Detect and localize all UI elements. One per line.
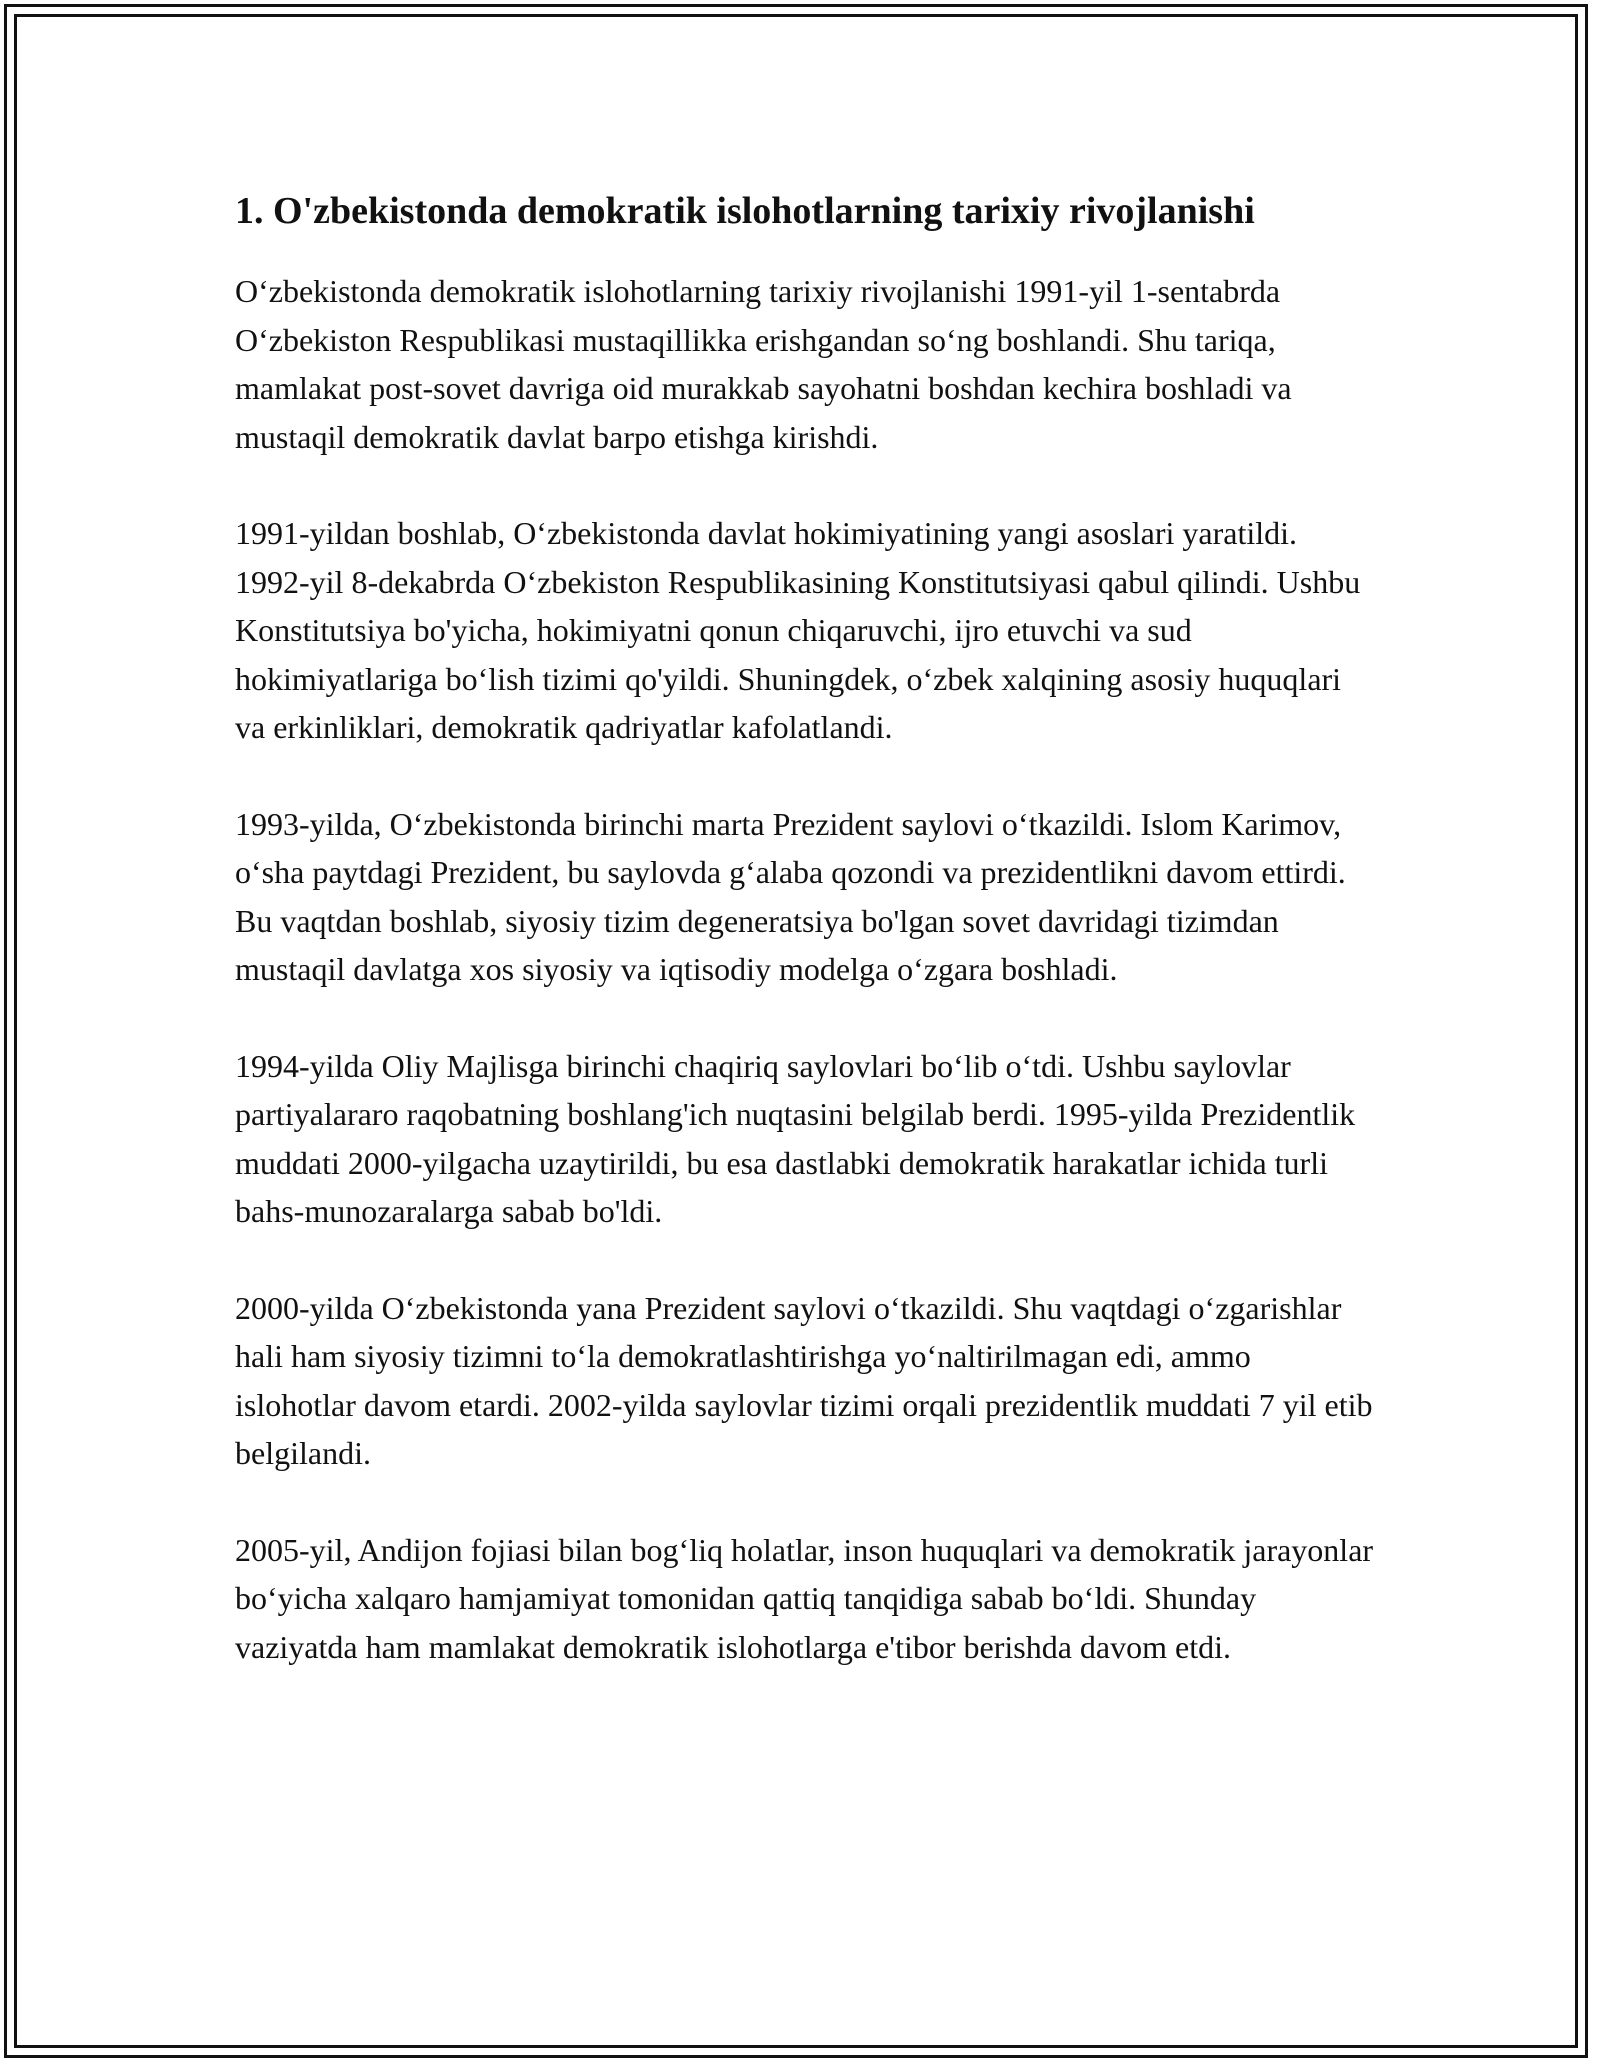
document-body bbox=[235, 185, 1375, 1719]
paragraph-independence: O‘zbekistonda demokratik islohotlarning tarixiy rivojlanishi 1991-yil 1-sentabrda O‘zbekiston Respublikasi mustaqillikka erishgandan so‘ng boshlandi. Shu tariqa, mamlakat post-sovet davriga oid murakkab sayohatni boshdan kechira boshladi va mustaqil demokratik davlat barpo etishga kirishdi. bbox=[235, 273, 1292, 455]
paragraph-2000-election: 2000-yilda O‘zbekistonda yana Prezident saylovi o‘tkazildi. Shu vaqtdagi o‘zgarishlar hali ham siyosiy tizimni to‘la demokratlashtirishga yo‘naltirilmagan edi, ammo islohotlar davom etardi. 2002-yilda saylovlar tizimi orqali prezidentlik muddati 7 yil etib belgilandi. bbox=[235, 1289, 1373, 1471]
section-title: 1. O'zbekistonda demokratik islohotlarning tarixiy rivojlanishi bbox=[235, 190, 1255, 232]
paragraph-andijon: 2005-yil, Andijon fojiasi bilan bog‘liq holatlar, inson huquqlari va demokratik jarayonlar bo‘yicha xalqaro hamjamiyat tomonidan qattiq tanqidiga sabab bo‘ldi. Shunday vaziyatda ham mamlakat demokratik islohotlarga e'tibor berishda davom etdi. bbox=[235, 1531, 1374, 1665]
paragraph-oliy-majlis: 1994-yilda Oliy Majlisga birinchi chaqiriq saylovlari bo‘lib o‘tdi. Ushbu saylovlar partiyalararo raqobatning boshlang'ich nuqtasini belgilab berdi. 1995-yilda Prezidentlik muddati 2000-yilgacha uzaytirildi, bu esa dastlabki demokratik harakatlar ichida turli bahs-munozaralarga sabab bo'ldi. bbox=[235, 1047, 1356, 1229]
paragraph-constitution: 1991-yildan boshlab, O‘zbekistonda davlat hokimiyatining yangi asoslari yaratildi. 1992-yil 8-dekabrda O‘zbekiston Respublikasining Konstitutsiyasi qabul qilindi. Ushbu Konstitutsiya bo'yicha, hokimiyatni qonun chiqaruvchi, ijro etuvchi va sud hokimiyatlariga bo‘lish tizimi qo'yildi. Shuningdek, o‘zbek xalqining asosiy huquqlari va erkinliklari, demokratik qadriyatlar kafolatlandi. bbox=[235, 515, 1361, 745]
paragraph-first-election: 1993-yilda, O‘zbekistonda birinchi marta Prezident saylovi o‘tkazildi. Islom Karimov, o‘sha paytdagi Prezident, bu saylovda g‘alaba qozondi va prezidentlikni davom ettirdi. Bu vaqtdan boshlab, siyosiy tizim degeneratsiya bo'lgan sovet davridagi tizimdan mustaqil davlatga xos siyosiy va iqtisodiy modelga o‘zgara boshladi. bbox=[235, 805, 1346, 987]
